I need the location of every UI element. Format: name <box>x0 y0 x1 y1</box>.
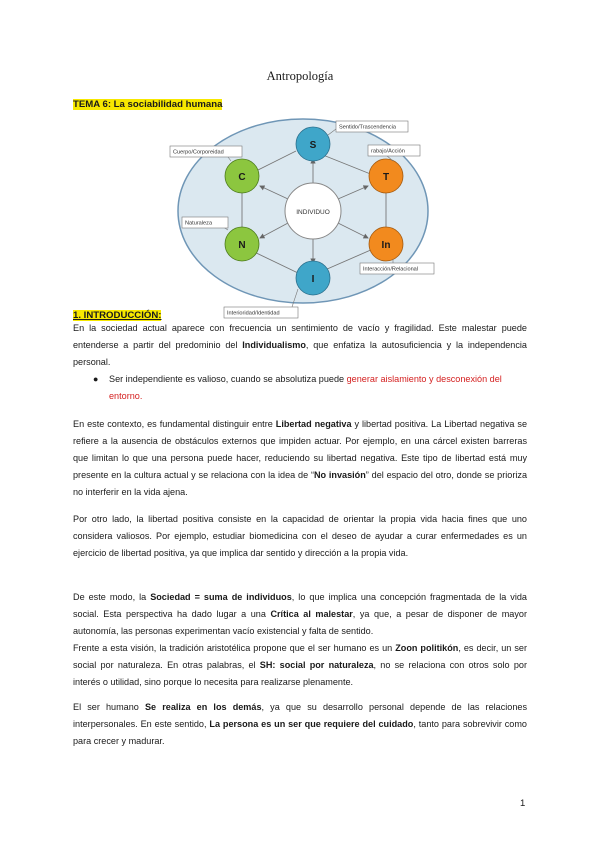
p6-text-e: , tanto para sobrevivir como para crecer y madurar. <box>73 719 527 746</box>
paragraph-3: Por otro lado, la libertad positiva consiste en la capacidad de orientar la propia vida hacia fines que uno considera valiosos. Por ejemplo, estudiar biomedicina con el deseo de ayudar a curar enfermedades es un ejercicio de libertad positiva, ya que implica dar sentido y dirección a la propia vida. <box>73 514 527 558</box>
center-label: INDIVIDUO <box>296 209 330 216</box>
p2-text-c: y libertad positiva. La Libertad negativa se refiere a la ausencia de obstáculos externos que impiden actuar. Por ejemplo, en una cárcel existen barreras que limitan lo que una persona puede hacer, reduciendo su libertad negativa. Este tipo de libertad está muy presente en la cultura actual y se relaciona con la idea de “ <box>73 419 528 480</box>
node-i-letter: I <box>311 274 315 285</box>
node-s <box>296 127 330 161</box>
label-interaccion-text: Interacción/Relacional <box>363 266 419 273</box>
p2-bold-no-invasion: No invasión <box>313 470 366 480</box>
paragraph-1 <box>73 320 527 371</box>
p4-bold-critica: Crítica al malestar <box>270 609 353 619</box>
page-number: 1 <box>520 798 526 809</box>
paragraph-6 <box>73 699 527 750</box>
p5-text-a: Frente a esta visión, la tradición aristotélica propone que el ser humano es un <box>73 643 396 653</box>
p1-bold-individualismo: Individualismo <box>242 340 306 350</box>
p6-text-a: El ser humano <box>73 702 145 712</box>
p2-bold-libertad-negativa: Libertad negativa <box>275 419 352 429</box>
p4-bold-sociedad: Sociedad = suma de individuos <box>150 592 292 602</box>
node-s-letter: S <box>309 140 317 151</box>
node-in <box>369 227 403 261</box>
p4-text-e: , ya que, a pesar de disponer de mayor autonomía, las personas experimentan vacío existencial y falta de sentido. <box>73 609 527 636</box>
label-naturaleza <box>182 217 228 230</box>
bullet-text-a: Ser independiente es valioso, cuando se absolutiza puede <box>109 374 347 384</box>
p5-bold-sh-social: SH: social por naturaleza <box>259 660 374 670</box>
label-cuerpo-text: Cuerpo/Corporeidad <box>173 149 224 156</box>
p6-bold-cuidado: La persona es un ser que requiere del cuidado <box>209 719 414 729</box>
node-t <box>369 159 403 193</box>
p5-text-e: , no se relaciona con otros solo por interés o utilidad, sino porque lo necesita para realizarse plenamente. <box>73 660 527 687</box>
p5-bold-zoon-politikon: Zoon politikón <box>395 643 459 653</box>
topic-title-text: TEMA 6: La sociabilidad humana <box>73 99 223 110</box>
p2-text-a: En este contexto, es fundamental distinguir entre <box>73 419 276 429</box>
p6-text-c: , ya que su desarrollo personal depende de las relaciones interpersonales. En este sentido, <box>73 702 528 729</box>
paragraph-5 <box>73 640 527 691</box>
node-c <box>225 159 259 193</box>
node-c-letter: C <box>238 172 246 183</box>
section-heading-text: 1. INTRODUCCIÓN: <box>73 310 162 321</box>
node-in-letter: In <box>381 240 391 251</box>
page-title: Antropología <box>266 69 334 83</box>
label-naturaleza-text: Naturaleza <box>185 220 213 227</box>
paragraph-4 <box>73 589 527 640</box>
label-interioridad-text: Interioridad/Identidad <box>227 310 280 317</box>
node-n <box>225 227 259 261</box>
label-trabajo-text: rabajo/Acción <box>371 148 405 155</box>
node-n-letter: N <box>238 240 246 251</box>
paragraph-2 <box>73 416 527 501</box>
node-i <box>296 261 330 295</box>
topic-title <box>73 99 222 110</box>
p2-text-e: ” del espacio del otro, donde se prioriza no interferir en la vida ajena. <box>73 470 527 497</box>
bullet-text-red: generar aislamiento y desconexión del entorno. <box>109 374 502 401</box>
sociability-diagram <box>168 113 438 323</box>
p1-text-c: , que enfatiza la autosuficiencia y la independencia personal. <box>73 340 527 367</box>
label-sentido-text: Sentido/Trascendencia <box>339 124 397 131</box>
p6-bold-se-realiza: Se realiza en los demás <box>144 702 262 712</box>
p5-text-c: , es decir, un ser social por naturaleza. En otras palabras, el <box>73 643 527 670</box>
bullet-list <box>93 371 527 405</box>
p4-text-c: , lo que implica una concepción fragmentada de la vida social. Esta perspectiva ha dado lugar a una <box>73 592 527 619</box>
p4-text-a: De este modo, la <box>73 592 151 602</box>
p1-text-a: En la sociedad actual aparece con frecuencia un sentimiento de vacío y fragilidad. Este malestar puede entenderse a partir del predominio del <box>73 323 527 350</box>
bullet-dot-icon: ● <box>93 374 99 384</box>
node-t-letter: T <box>382 172 390 183</box>
bullet-item <box>93 371 527 405</box>
